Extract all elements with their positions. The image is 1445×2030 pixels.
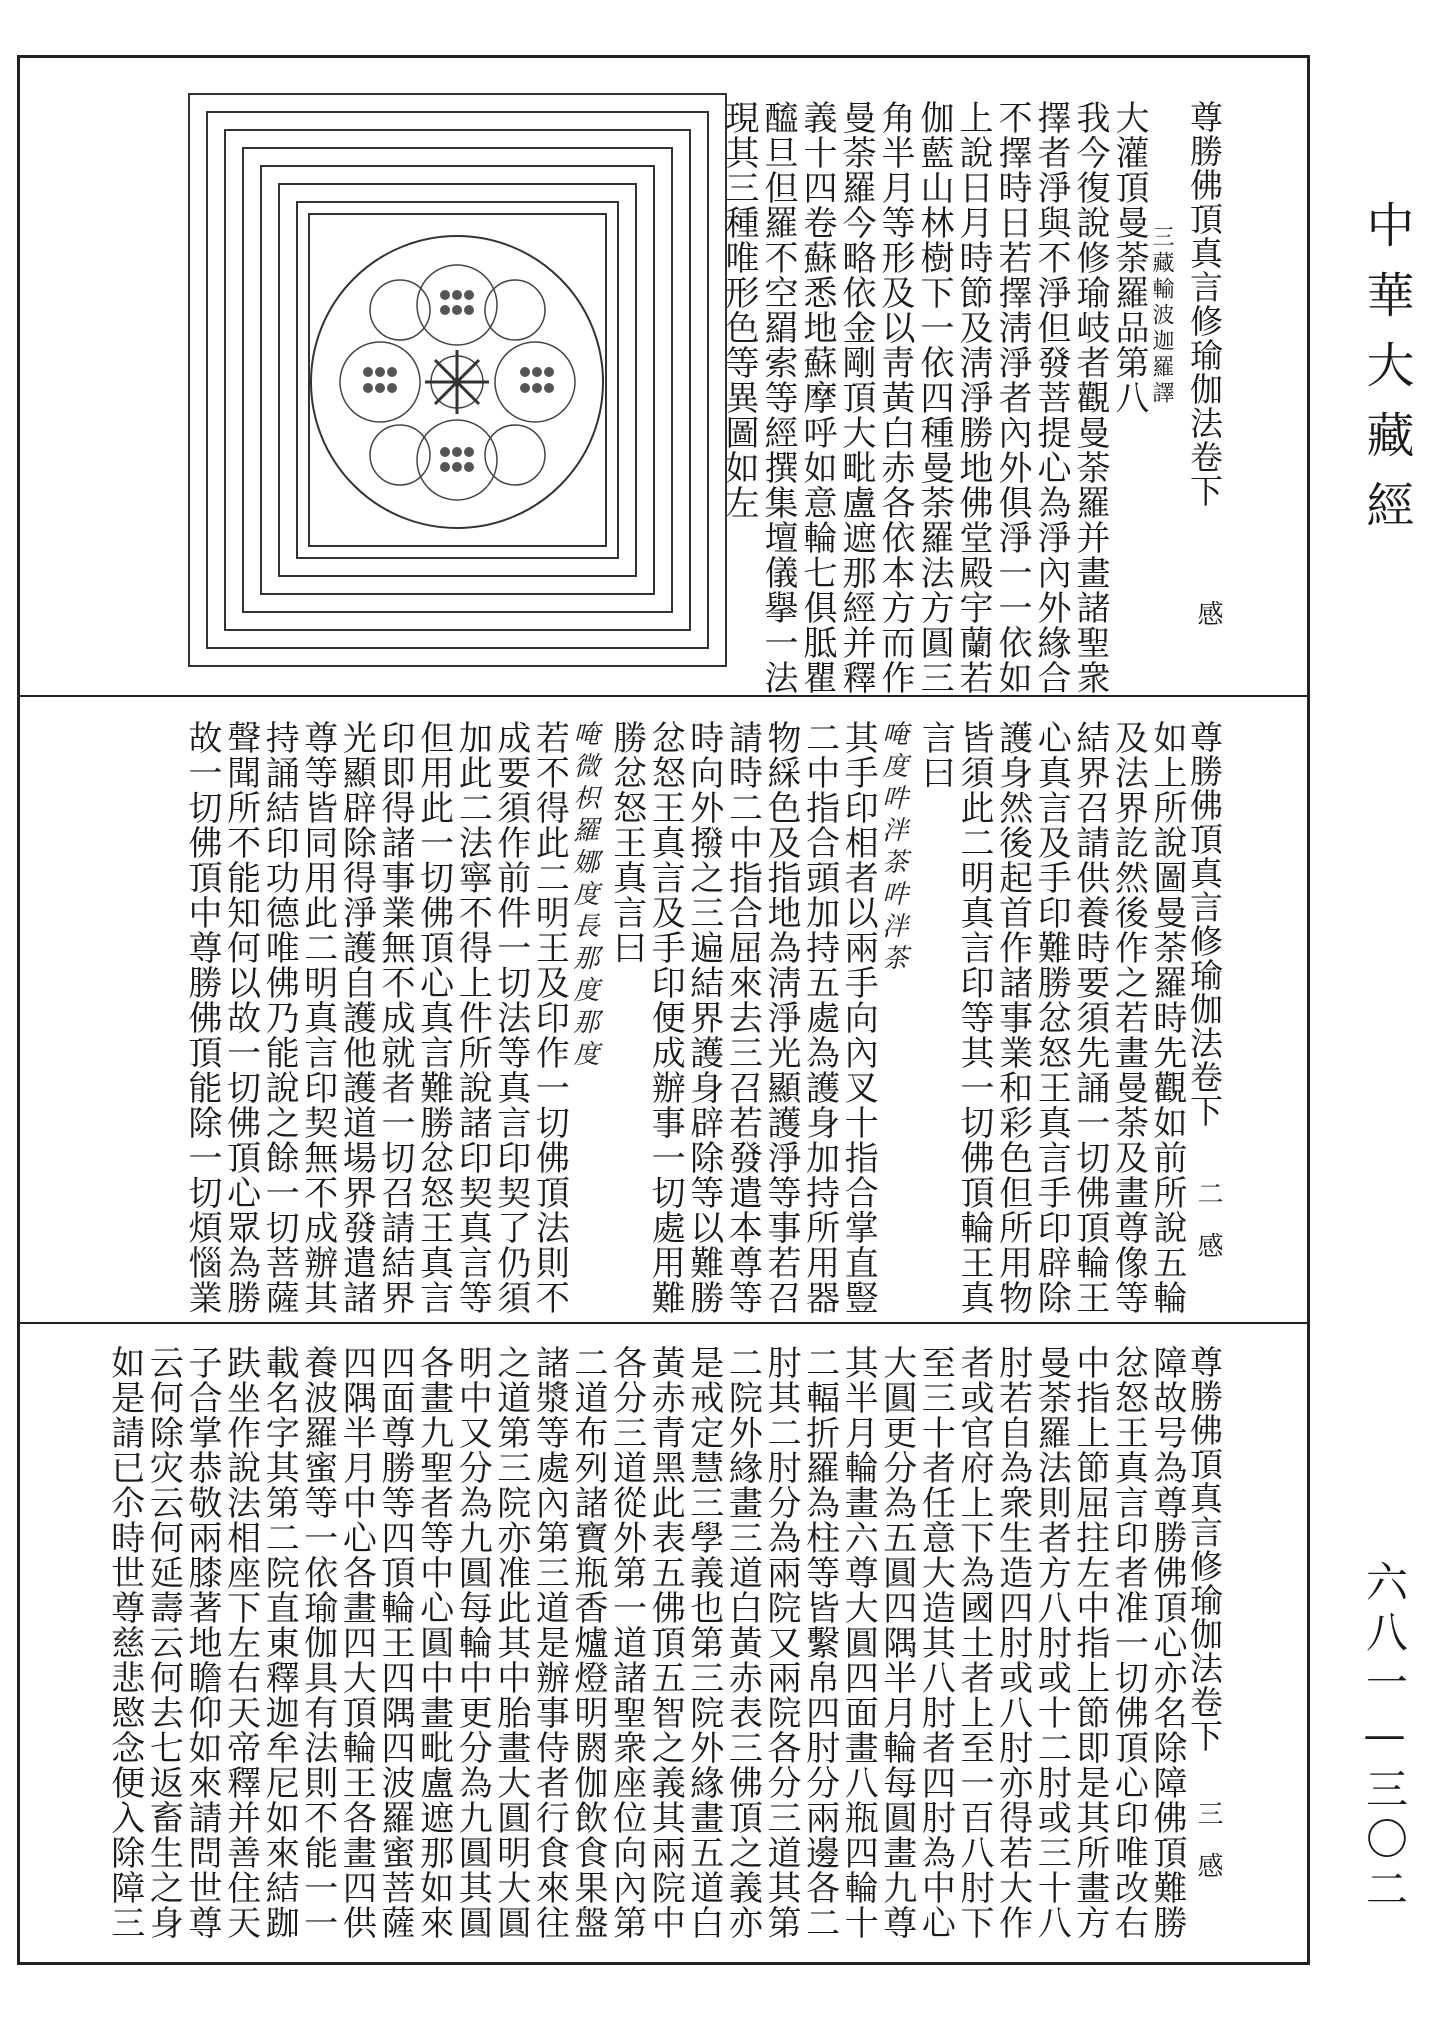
panel3-text-column: 忿怒王真言印者准一切佛頂心印唯改右 xyxy=(1108,1345,1149,1940)
panel1-text-column: 伽藍山林樹下一依四種曼荼羅法方圓三 xyxy=(914,100,954,695)
panel2-text-column: 但用此一切佛頂心真言難勝忿怒王真言 xyxy=(413,720,454,1315)
panel2-text-column: 心真言及手印難勝忿怒王真言手印辟除 xyxy=(1031,720,1072,1315)
panel1-text-column: 醯旦但羅不空羂索等經撰集壇儀擧一法 xyxy=(758,100,798,695)
panel3-text-column: 明中又分為九圓每輪中更分為九圓其圓 xyxy=(452,1345,493,1940)
panel2-text-column: 勝忿怒王真言曰 xyxy=(606,720,647,965)
panel3-text-column: 四隅半月中心各畫四大頂輪王各畫四供 xyxy=(336,1345,377,1940)
panel3-page-mark: 三 感 xyxy=(1193,1800,1223,1878)
panel2-text-column: 皆須此二明真言印等其一切佛頂輪王真 xyxy=(954,720,994,1315)
panel1-text-column: 角半月等形及以靑黃白赤各依本方而作 xyxy=(875,100,915,695)
panel2-text-column: 唵微枳羅娜度長那度那度 xyxy=(569,720,599,1072)
panel1-text-column: 義十四卷蘇悉地蘇摩呼如意輪七俱胝瞿 xyxy=(797,100,837,695)
panel-divider-2 xyxy=(17,1322,1310,1324)
panel3-text-column: 者或官府上下為國土者上至一百八肘下 xyxy=(954,1345,994,1940)
panel1-text-column: 擇者淨與不淨但發菩提心為淨內外緣合 xyxy=(1031,100,1071,695)
panel3-text-column: 載名字其第二院直東釋迦牟尼如來結跏 xyxy=(259,1345,300,1940)
panel3-text-column: 養波羅蜜等一依瑜伽具有法則不能一一 xyxy=(297,1345,338,1940)
collection-title: 中華大藏經 xyxy=(1358,200,1414,550)
panel3-text-column: 黃赤青黑此表五佛頂五智之義其兩院中 xyxy=(645,1345,686,1940)
panel2-text-column: 故一切佛頂中尊勝佛頂能除一切煩惱業 xyxy=(182,720,222,1315)
panel3-text-column: 是戒定慧三學義也第三院外緣畫五道白 xyxy=(683,1345,724,1940)
panel2-text-column: 時向外撥之三遍結界護身辟除等以難勝 xyxy=(683,720,724,1315)
panel1-text-column: 我今復說修瑜岐者觀曼荼羅并畫諸聖衆 xyxy=(1070,100,1110,695)
panel2-text-column: 言曰 xyxy=(915,720,956,790)
panel3-text-column: 之道第三院亦准此其中胎畫大圓明大圓 xyxy=(490,1345,531,1940)
panel2-text-column: 尊等皆同用此二明真言印契無不成辦其 xyxy=(297,720,338,1315)
panel2-page-mark: 二 感 xyxy=(1193,1180,1223,1258)
panel2-text-column: 其手印相者以兩手向內叉十指合掌直豎 xyxy=(838,720,879,1315)
panel3-text-column: 各分三道從外第一道諸聖衆座位向內第 xyxy=(606,1345,647,1940)
panel3-text-column: 四面尊勝等四頂輪王四隅四波羅蜜菩薩 xyxy=(375,1345,415,1940)
panel1-text-column: 上說日月時節及淸淨勝地佛堂殿宇蘭若 xyxy=(953,100,993,695)
panel2-text-column: 若不得此二明王及印作一切佛頂法則不 xyxy=(529,720,570,1315)
panel2-text-column: 加此二法寧不得上件所說諸印契真言等 xyxy=(452,720,493,1315)
panel3-text-column: 各畫九聖者等中心圓中畫毗盧遮那如來 xyxy=(413,1345,454,1940)
panel3-text-column: 如是請已尒時世尊慈悲愍念便入除障三 xyxy=(104,1345,145,1940)
panel3-text-column: 中指上節屈拄左中指上節即是其所畫方 xyxy=(1069,1345,1110,1940)
panel1-page-mark: 感 xyxy=(1193,600,1223,626)
panel-divider-1 xyxy=(17,695,1310,697)
panel3-text-column: 子合掌恭敬兩膝著地瞻仰如來請問世尊 xyxy=(182,1345,222,1940)
panel3-text-column: 云何除灾云何延壽云何去七返畜生之身 xyxy=(143,1345,184,1940)
panel3-text-column: 肘若自為衆生造四肘或八肘亦得若大作 xyxy=(992,1345,1033,1940)
panel3-text-column: 二輻折羅為柱等皆繫帛四肘分兩邊各二 xyxy=(799,1345,840,1940)
panel3-text-column: 肘其二肘分為兩院又兩院各分三道其第 xyxy=(761,1345,801,1940)
panel3-text-column: 大圓更分為五圓四隅半月輪每圓畫九尊 xyxy=(876,1345,917,1940)
panel1-chapter-title: 大灌頂曼荼羅品第八 xyxy=(1109,100,1149,415)
panel1-text-column: 不擇時日若擇淸淨者內外俱淨一一依如 xyxy=(992,100,1032,695)
panel2-text-column: 二中指合頭加持五處為護身加持所用器 xyxy=(799,720,840,1315)
panel2-text-column: 聲聞所不能知何以故一切佛頂心眾為勝 xyxy=(220,720,261,1315)
page-number: 六八一—三〇二 xyxy=(1360,1560,1409,1917)
panel2-text-column: 成要須作前件一切法等真言印契了仍須 xyxy=(490,720,531,1315)
panel2-text-column: 印即得諸事業無不成就者一切召請結界 xyxy=(375,720,415,1315)
panel3-text-column: 障故号為尊勝佛頂心亦名除障佛頂難勝 xyxy=(1147,1345,1187,1940)
panel2-header: 尊勝佛頂真言修瑜伽法卷下 xyxy=(1185,720,1224,1128)
panel2-text-column: 及法界訖然後作之若畫曼荼及畫尊像等 xyxy=(1108,720,1149,1315)
panel1-header: 尊勝佛頂真言修瑜伽法卷下 xyxy=(1185,100,1224,508)
panel2-text-column: 光顯辟除得淨護自護他護道場界發遣諸 xyxy=(336,720,377,1315)
mandala-diagram xyxy=(185,90,730,670)
panel1-text-column: 現其三種唯形色等異圖如左 xyxy=(719,100,759,520)
panel2-text-column: 請時二中指合屈來去三召若發遣本尊等 xyxy=(722,720,763,1315)
panel3-text-column: 至三十者任意大造其八肘者四肘為中心 xyxy=(915,1345,956,1940)
panel2-text-column: 物綵色及指地為淸淨光顯護淨等事若召 xyxy=(761,720,801,1315)
panel2-text-column: 護身然後起首作諸事業和彩色但所用物 xyxy=(992,720,1033,1315)
panel1-translator: 三藏輸波迦羅譯 xyxy=(1149,225,1174,407)
panel3-text-column: 曼荼羅法則者方八肘或十二肘或三十八 xyxy=(1031,1345,1072,1940)
panel3-text-column: 二院外緣畫三道白黃赤表三佛頂之義亦 xyxy=(722,1345,763,1940)
panel1-text-column: 曼荼羅今略依金剛頂大毗盧遮那經并釋 xyxy=(836,100,876,695)
panel3-text-column: 諸漿等處內第三道是辦事侍者行食來往 xyxy=(529,1345,570,1940)
panel3-text-column: 其半月輪畫六尊大圓四面畫八瓶四輪十 xyxy=(838,1345,879,1940)
panel2-text-column: 唵度吽泮茶吽泮茶 xyxy=(877,720,908,976)
panel3-text-column: 二道布列諸寶瓶香爐燈明閼伽飲食果盤 xyxy=(568,1345,608,1940)
panel3-header: 尊勝佛頂真言修瑜伽法卷下 xyxy=(1185,1345,1224,1753)
panel3-text-column: 趺坐作說法相座下左右天帝釋并善住天 xyxy=(220,1345,261,1940)
panel2-text-column: 忿怒王真言及手印便成辦事一切處用難 xyxy=(645,720,686,1315)
panel2-text-column: 如上所說圖曼荼羅時先觀如前所說五輪 xyxy=(1147,720,1187,1315)
panel2-text-column: 結界召請供養時要須先誦一切佛頂輪王 xyxy=(1069,720,1110,1315)
panel2-text-column: 持誦結印功德唯佛乃能說之餘一切菩薩 xyxy=(259,720,300,1315)
